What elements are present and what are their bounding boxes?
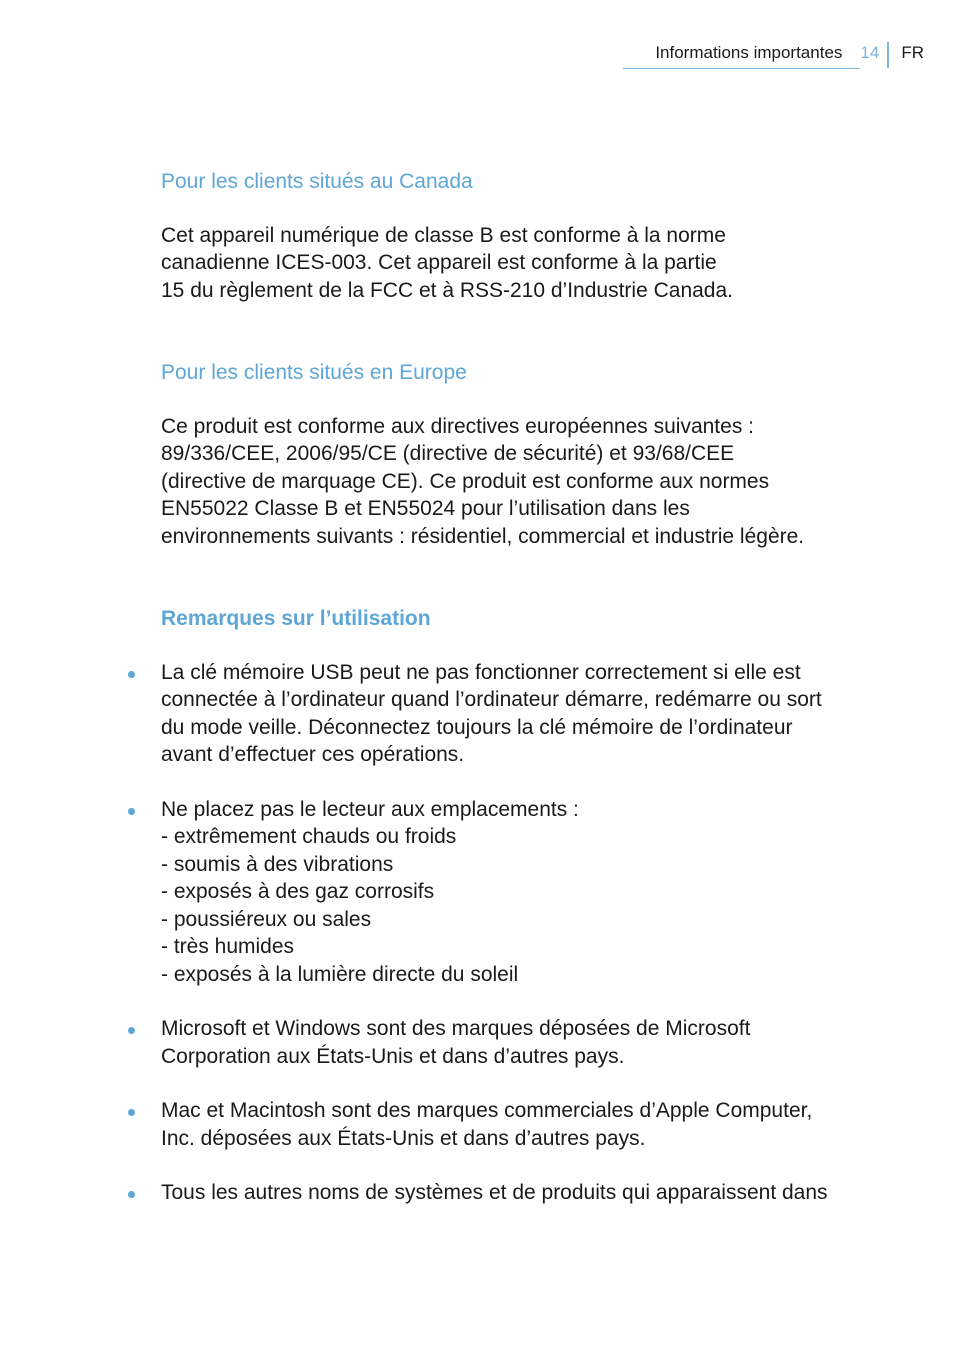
paragraph-line: 15 du règlement de la FCC et à RSS-210 d’Industrie Canada. (161, 278, 733, 302)
paragraph-line: environnements suivants : résidentiel, commercial et industrie légère. (161, 524, 805, 548)
paragraph-line: (directive de marquage CE). Ce produit est conforme aux normes (161, 469, 770, 493)
bullet-line: Ne placez pas le lecteur aux emplacements : (161, 797, 579, 821)
page-content (161, 168, 891, 1234)
bullet-icon (128, 671, 135, 678)
section-paragraph (161, 413, 891, 551)
bullet-icon (128, 1191, 135, 1198)
list-item (161, 1015, 891, 1070)
bullet-icon (128, 1109, 135, 1116)
bullet-icon (128, 1027, 135, 1034)
section-paragraph (161, 222, 891, 305)
section-europe (161, 359, 891, 550)
bullet-line: - très humides (161, 935, 295, 958)
remarks-list (161, 659, 891, 1207)
bullet-line: - poussiéreux ou sales (161, 907, 372, 931)
page-number: 14 (860, 42, 889, 68)
bullet-line: La clé mémoire USB peut ne pas fonctionner correctement si elle est (161, 660, 801, 684)
page-header (623, 42, 924, 68)
section-title: Remarques sur l’utilisation (161, 607, 431, 630)
list-item (161, 1097, 891, 1152)
bullet-line: Corporation aux États-Unis et dans d’autres pays. (161, 1044, 625, 1068)
paragraph-line: canadienne ICES-003. Cet appareil est conforme à la partie (161, 251, 717, 274)
section-title: Pour les clients situés au Canada (161, 170, 473, 193)
header-section-title: Informations importantes (623, 42, 860, 69)
bullet-line: - exposés à des gaz corrosifs (161, 880, 435, 903)
bullet-line: - extrêmement chauds ou froids (161, 825, 457, 848)
list-item (161, 659, 891, 769)
section-canada (161, 168, 891, 304)
list-item (161, 1179, 891, 1207)
bullet-line: Inc. déposées aux États-Unis et dans d’autres pays. (161, 1126, 646, 1150)
section-title: Pour les clients situés en Europe (161, 361, 467, 384)
bullet-line: avant d’effectuer ces opérations. (161, 743, 465, 766)
bullet-line: du mode veille. Déconnectez toujours la clé mémoire de l’ordinateur (161, 715, 793, 739)
bullet-line: - soumis à des vibrations (161, 852, 394, 876)
paragraph-line: EN55022 Classe B et EN55024 pour l’utilisation dans les (161, 497, 690, 520)
bullet-line: connectée à l’ordinateur quand l’ordinateur démarre, redémarre ou sort (161, 688, 822, 711)
bullet-line: Mac et Macintosh sont des marques commerciales d’Apple Computer, (161, 1099, 813, 1122)
bullet-line: Tous les autres noms de systèmes et de produits qui apparaissent dans (161, 1181, 828, 1204)
paragraph-line: 89/336/CEE, 2006/95/CE (directive de sécurité) et 93/68/CEE (161, 442, 735, 465)
bullet-icon (128, 808, 135, 815)
section-remarks (161, 605, 891, 1207)
bullet-line: - exposés à la lumière directe du soleil (161, 962, 519, 986)
paragraph-line: Cet appareil numérique de classe B est conforme à la norme (161, 223, 726, 247)
language-code: FR (901, 43, 924, 62)
list-item (161, 796, 891, 989)
bullet-line: Microsoft et Windows sont des marques déposées de Microsoft (161, 1017, 751, 1040)
paragraph-line: Ce produit est conforme aux directives européennes suivantes : (161, 414, 754, 438)
